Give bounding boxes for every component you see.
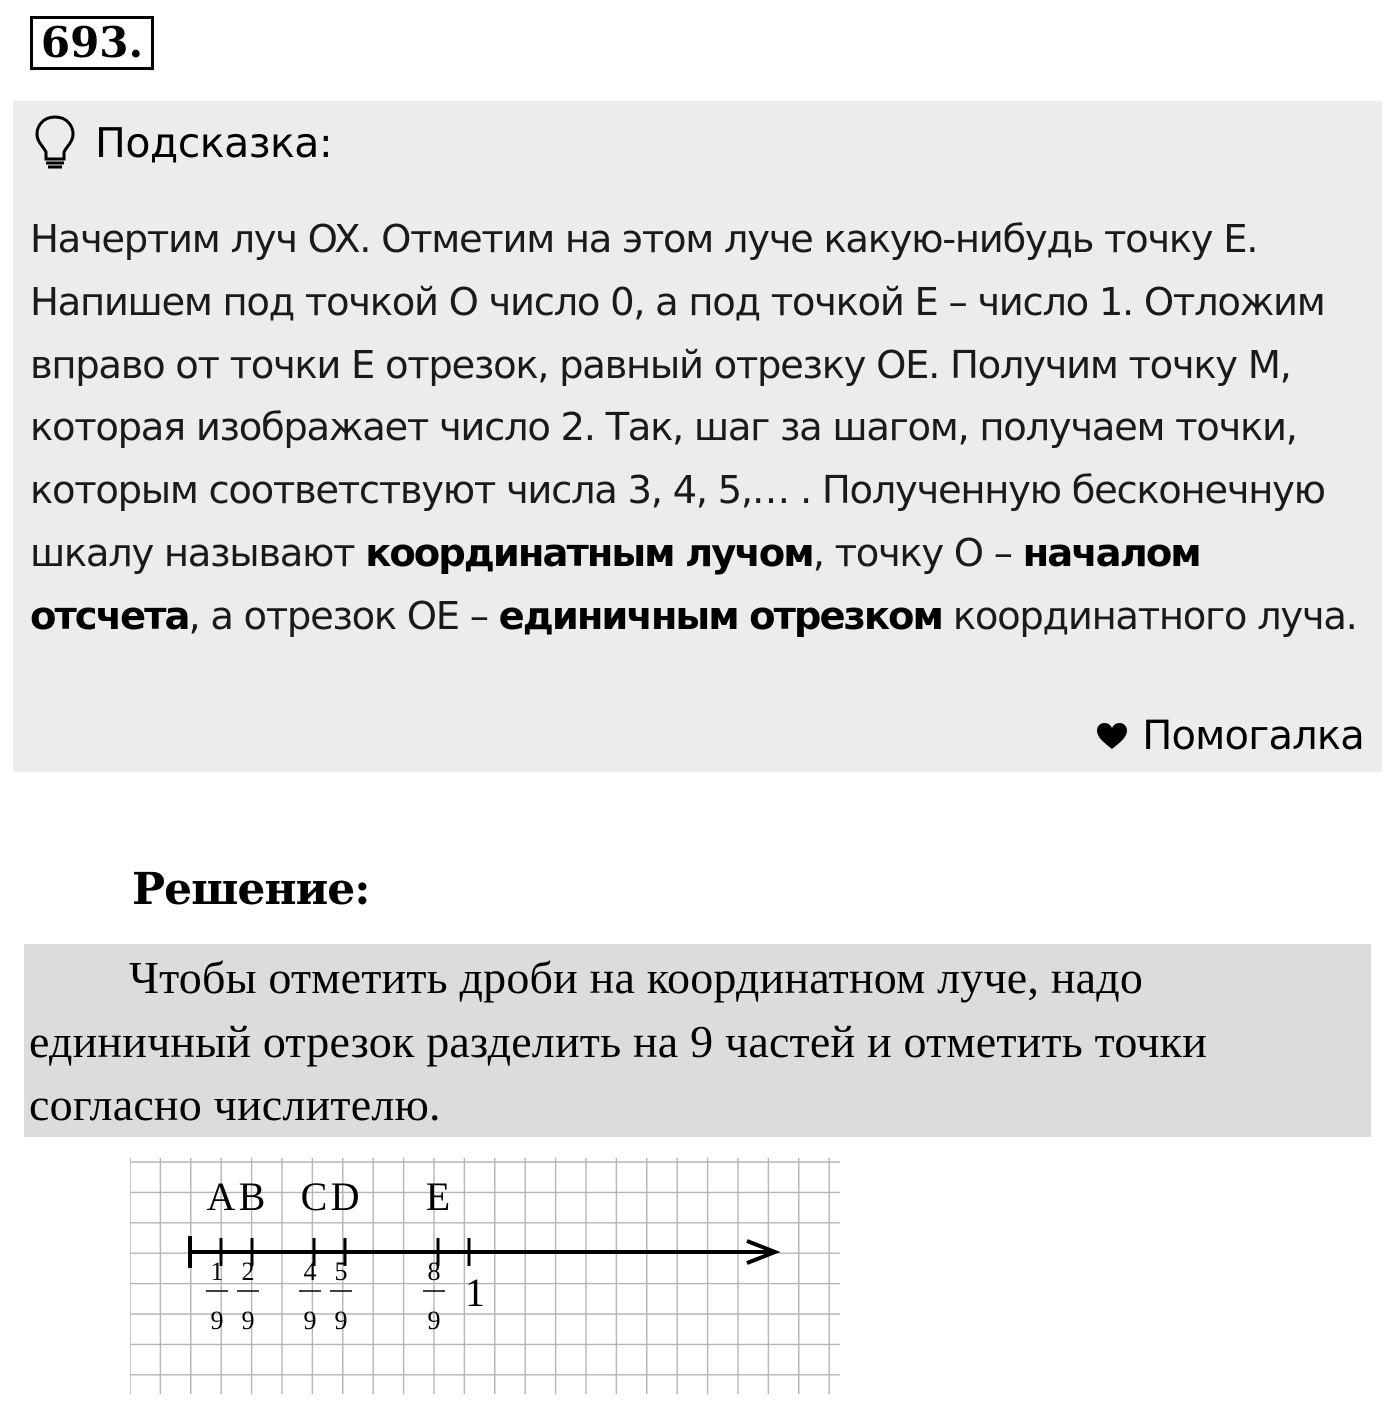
hint-text-part: , а отрезок OE – <box>188 593 499 639</box>
hint-paragraph <box>30 209 1375 649</box>
lightbulb-icon <box>33 114 77 172</box>
fraction-numerator: 1 <box>210 1257 224 1286</box>
fraction-denominator: 9 <box>210 1306 224 1335</box>
solution-text: Чтобы отметить дроби на координатном луче, надо единичный отрезок разделить на 9 частей и отметить точки согласно числителю. <box>29 952 1208 1130</box>
credit <box>1096 713 1364 759</box>
heart-icon <box>1096 722 1128 750</box>
point-label: D <box>330 1174 360 1219</box>
fraction-numerator: 2 <box>241 1257 255 1286</box>
hint-text-part: , точку O – <box>812 530 1023 576</box>
point-label: A <box>206 1174 236 1219</box>
coordinate-ray <box>190 1236 775 1268</box>
hint-text-part: Начертим луч OX. Отметим на этом луче какую-нибудь точку E. Напишем под точкой O число 0, а под точкой E – число 1. Отложим вправо от точки E отрезок, равный отрезку OE. Получим точку M, которая изображает число 2. Так, шаг за шагом, получаем точки, которым соответствуют числа 3, 4, 5,… . Полученную бесконечную шкалу называют <box>30 217 1325 576</box>
ray-marks <box>206 1174 485 1335</box>
point-label: C <box>300 1174 328 1219</box>
point-label: E <box>425 1174 451 1219</box>
number-line-svg <box>130 1158 840 1394</box>
hint-header <box>33 113 332 173</box>
fraction-denominator: 9 <box>241 1306 255 1335</box>
fraction-numerator: 4 <box>303 1257 317 1286</box>
term-origin: началом отсчета <box>30 530 1200 639</box>
point-label: B <box>238 1174 266 1219</box>
term-coordinate-ray: координатным лучом <box>365 530 813 576</box>
fraction-denominator: 9 <box>334 1306 348 1335</box>
fraction-denominator: 9 <box>303 1306 317 1335</box>
credit-label: Помогалка <box>1142 713 1364 759</box>
unit-label: 1 <box>465 1270 485 1315</box>
hint-title: Подсказка: <box>95 119 333 167</box>
hint-text-part: координатного луча. <box>941 593 1357 639</box>
term-unit-segment: единичным отрезком <box>498 593 942 639</box>
solution-box <box>24 944 1371 1137</box>
problem-number: 693. <box>30 16 154 70</box>
hint-box <box>13 101 1382 772</box>
fraction-numerator: 5 <box>334 1257 348 1286</box>
grid <box>130 1158 840 1394</box>
fraction-numerator: 8 <box>427 1257 441 1286</box>
solution-title: Решение: <box>132 864 370 915</box>
fraction-denominator: 9 <box>427 1306 441 1335</box>
number-line-figure <box>130 1158 840 1394</box>
